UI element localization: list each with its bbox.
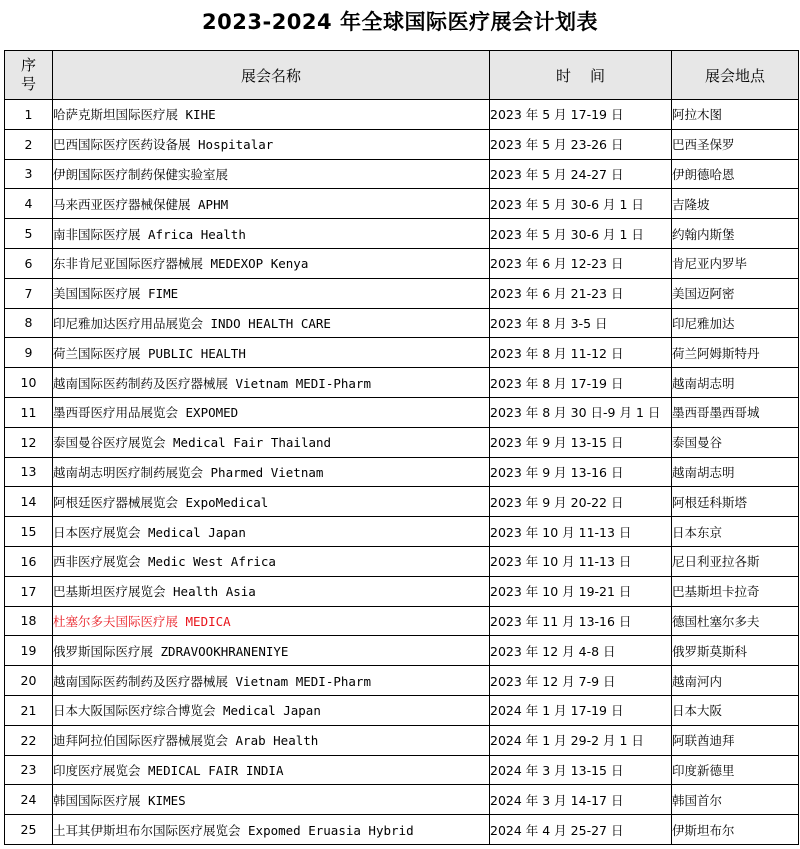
expo-date-cell: 2023 年 8 月 11-12 日	[490, 338, 672, 368]
expo-place-cell: 泰国曼谷	[672, 427, 799, 457]
table-row	[5, 517, 799, 547]
table-row	[5, 159, 799, 189]
expo-date-cell: 2023 年 5 月 30-6 月 1 日	[490, 219, 672, 249]
expo-place-cell: 肯尼亚内罗毕	[672, 248, 799, 278]
expo-name-cell: 日本医疗展览会 Medical Japan	[53, 517, 490, 547]
expo-date-cell: 2023 年 10 月 19-21 日	[490, 576, 672, 606]
expo-place-cell: 俄罗斯莫斯科	[672, 636, 799, 666]
expo-place-cell: 阿联酋迪拜	[672, 725, 799, 755]
expo-place-cell: 印度新德里	[672, 755, 799, 785]
expo-date-cell: 2024 年 4 月 25-27 日	[490, 815, 672, 845]
expo-schedule-table	[4, 50, 799, 845]
expo-place-cell: 荷兰阿姆斯特丹	[672, 338, 799, 368]
expo-place-cell: 日本大阪	[672, 695, 799, 725]
table-row	[5, 457, 799, 487]
expo-place-cell: 墨西哥墨西哥城	[672, 397, 799, 427]
column-header-number	[5, 51, 53, 100]
expo-place-cell: 韩国首尔	[672, 785, 799, 815]
expo-place-cell: 吉隆坡	[672, 189, 799, 219]
expo-name-cell: 东非肯尼亚国际医疗器械展 MEDEXOP Kenya	[53, 248, 490, 278]
table-row	[5, 636, 799, 666]
row-number-cell: 17	[5, 576, 53, 606]
row-number-cell: 6	[5, 248, 53, 278]
row-number-cell: 9	[5, 338, 53, 368]
row-number-cell: 25	[5, 815, 53, 845]
table-body	[5, 100, 799, 845]
row-number-cell: 14	[5, 487, 53, 517]
row-number-cell: 24	[5, 785, 53, 815]
expo-date-cell: 2023 年 5 月 24-27 日	[490, 159, 672, 189]
expo-place-cell: 印尼雅加达	[672, 308, 799, 338]
row-number-cell: 21	[5, 695, 53, 725]
expo-date-cell: 2023 年 10 月 11-13 日	[490, 517, 672, 547]
expo-date-cell: 2023 年 8 月 3-5 日	[490, 308, 672, 338]
expo-date-cell: 2023 年 9 月 13-16 日	[490, 457, 672, 487]
expo-date-cell: 2024 年 3 月 13-15 日	[490, 755, 672, 785]
expo-place-cell: 阿根廷科斯塔	[672, 487, 799, 517]
expo-name-cell: 荷兰国际医疗展 PUBLIC HEALTH	[53, 338, 490, 368]
row-number-cell: 20	[5, 666, 53, 696]
table-row	[5, 576, 799, 606]
expo-name-cell: 越南国际医药制药及医疗器械展 Vietnam MEDI-Pharm	[53, 666, 490, 696]
table-row	[5, 755, 799, 785]
expo-date-cell: 2023 年 11 月 13-16 日	[490, 606, 672, 636]
expo-name-cell: 日本大阪国际医疗综合博览会 Medical Japan	[53, 695, 490, 725]
expo-name-cell: 伊朗国际医疗制药保健实验室展	[53, 159, 490, 189]
expo-date-cell: 2023 年 6 月 21-23 日	[490, 278, 672, 308]
table-row	[5, 785, 799, 815]
expo-place-cell: 阿拉木图	[672, 100, 799, 130]
expo-name-cell: 俄罗斯国际医疗展 ZDRAVOOKHRANENIYE	[53, 636, 490, 666]
column-header-place: 展会地点	[672, 51, 799, 100]
expo-name-cell: 土耳其伊斯坦布尔国际医疗展览会 Expomed Eruasia Hybrid	[53, 815, 490, 845]
row-number-cell: 4	[5, 189, 53, 219]
table-row	[5, 338, 799, 368]
row-number-cell: 22	[5, 725, 53, 755]
column-header-number-line2: 号	[20, 75, 36, 93]
row-number-cell: 23	[5, 755, 53, 785]
expo-place-cell: 越南河内	[672, 666, 799, 696]
expo-name-cell: 越南国际医药制药及医疗器械展 Vietnam MEDI-Pharm	[53, 368, 490, 398]
row-number-cell: 2	[5, 129, 53, 159]
expo-name-cell: 墨西哥医疗用品展览会 EXPOMED	[53, 397, 490, 427]
expo-place-cell: 美国迈阿密	[672, 278, 799, 308]
table-row	[5, 606, 799, 636]
expo-place-cell: 巴基斯坦卡拉奇	[672, 576, 799, 606]
expo-place-cell: 巴西圣保罗	[672, 129, 799, 159]
row-number-cell: 16	[5, 546, 53, 576]
table-row	[5, 368, 799, 398]
expo-name-cell: 韩国国际医疗展 KIMES	[53, 785, 490, 815]
table-row	[5, 427, 799, 457]
table-row	[5, 815, 799, 845]
expo-place-cell: 德国杜塞尔多夫	[672, 606, 799, 636]
table-row	[5, 666, 799, 696]
expo-date-cell: 2023 年 12 月 7-9 日	[490, 666, 672, 696]
table-row	[5, 397, 799, 427]
row-number-cell: 18	[5, 606, 53, 636]
row-number-cell: 1	[5, 100, 53, 130]
expo-name-cell: 阿根廷医疗器械展览会 ExpoMedical	[53, 487, 490, 517]
expo-name-cell: 泰国曼谷医疗展览会 Medical Fair Thailand	[53, 427, 490, 457]
expo-place-cell: 尼日利亚拉各斯	[672, 546, 799, 576]
row-number-cell: 15	[5, 517, 53, 547]
expo-place-cell: 约翰内斯堡	[672, 219, 799, 249]
column-header-number-line1: 序	[20, 56, 36, 74]
row-number-cell: 8	[5, 308, 53, 338]
table-row	[5, 725, 799, 755]
expo-date-cell: 2023 年 9 月 13-15 日	[490, 427, 672, 457]
expo-place-cell: 伊斯坦布尔	[672, 815, 799, 845]
expo-date-cell: 2023 年 9 月 20-22 日	[490, 487, 672, 517]
expo-date-cell: 2024 年 1 月 29-2 月 1 日	[490, 725, 672, 755]
table-row	[5, 278, 799, 308]
table-row	[5, 189, 799, 219]
table-row	[5, 129, 799, 159]
expo-name-cell: 印尼雅加达医疗用品展览会 INDO HEALTH CARE	[53, 308, 490, 338]
expo-name-cell: 南非国际医疗展 Africa Health	[53, 219, 490, 249]
expo-place-cell: 越南胡志明	[672, 368, 799, 398]
expo-name-cell: 迪拜阿拉伯国际医疗器械展览会 Arab Health	[53, 725, 490, 755]
table-row	[5, 546, 799, 576]
expo-date-cell: 2023 年 8 月 30 日-9 月 1 日	[490, 397, 672, 427]
row-number-cell: 5	[5, 219, 53, 249]
row-number-cell: 12	[5, 427, 53, 457]
row-number-cell: 13	[5, 457, 53, 487]
expo-date-cell: 2023 年 6 月 12-23 日	[490, 248, 672, 278]
row-number-cell: 10	[5, 368, 53, 398]
expo-name-cell: 杜塞尔多夫国际医疗展 MEDICA	[53, 606, 490, 636]
expo-place-cell: 伊朗德哈恩	[672, 159, 799, 189]
row-number-cell: 19	[5, 636, 53, 666]
page-title: 2023-2024 年全球国际医疗展会计划表	[202, 10, 598, 34]
expo-name-cell: 西非医疗展览会 Medic West Africa	[53, 546, 490, 576]
expo-date-cell: 2023 年 8 月 17-19 日	[490, 368, 672, 398]
expo-date-cell: 2023 年 5 月 17-19 日	[490, 100, 672, 130]
table-row	[5, 487, 799, 517]
table-row	[5, 248, 799, 278]
table-header-row	[5, 51, 799, 100]
expo-place-cell: 越南胡志明	[672, 457, 799, 487]
expo-name-cell: 美国国际医疗展 FIME	[53, 278, 490, 308]
table-row	[5, 308, 799, 338]
table-row	[5, 100, 799, 130]
row-number-cell: 11	[5, 397, 53, 427]
expo-name-cell: 印度医疗展览会 MEDICAL FAIR INDIA	[53, 755, 490, 785]
expo-date-cell: 2023 年 12 月 4-8 日	[490, 636, 672, 666]
column-header-time: 时 间	[490, 51, 672, 100]
table-row	[5, 219, 799, 249]
expo-name-cell: 巴基斯坦医疗展览会 Health Asia	[53, 576, 490, 606]
expo-name-cell: 马来西亚医疗器械保健展 APHM	[53, 189, 490, 219]
row-number-cell: 3	[5, 159, 53, 189]
column-header-name: 展会名称	[53, 51, 490, 100]
expo-date-cell: 2023 年 5 月 23-26 日	[490, 129, 672, 159]
expo-name-cell: 巴西国际医疗医药设备展 Hospitalar	[53, 129, 490, 159]
expo-name-cell: 越南胡志明医疗制药展览会 Pharmed Vietnam	[53, 457, 490, 487]
expo-date-cell: 2023 年 10 月 11-13 日	[490, 546, 672, 576]
expo-date-cell: 2023 年 5 月 30-6 月 1 日	[490, 189, 672, 219]
expo-date-cell: 2024 年 1 月 17-19 日	[490, 695, 672, 725]
expo-date-cell: 2024 年 3 月 14-17 日	[490, 785, 672, 815]
row-number-cell: 7	[5, 278, 53, 308]
table-row	[5, 695, 799, 725]
expo-place-cell: 日本东京	[672, 517, 799, 547]
expo-name-cell: 哈萨克斯坦国际医疗展 KIHE	[53, 100, 490, 130]
